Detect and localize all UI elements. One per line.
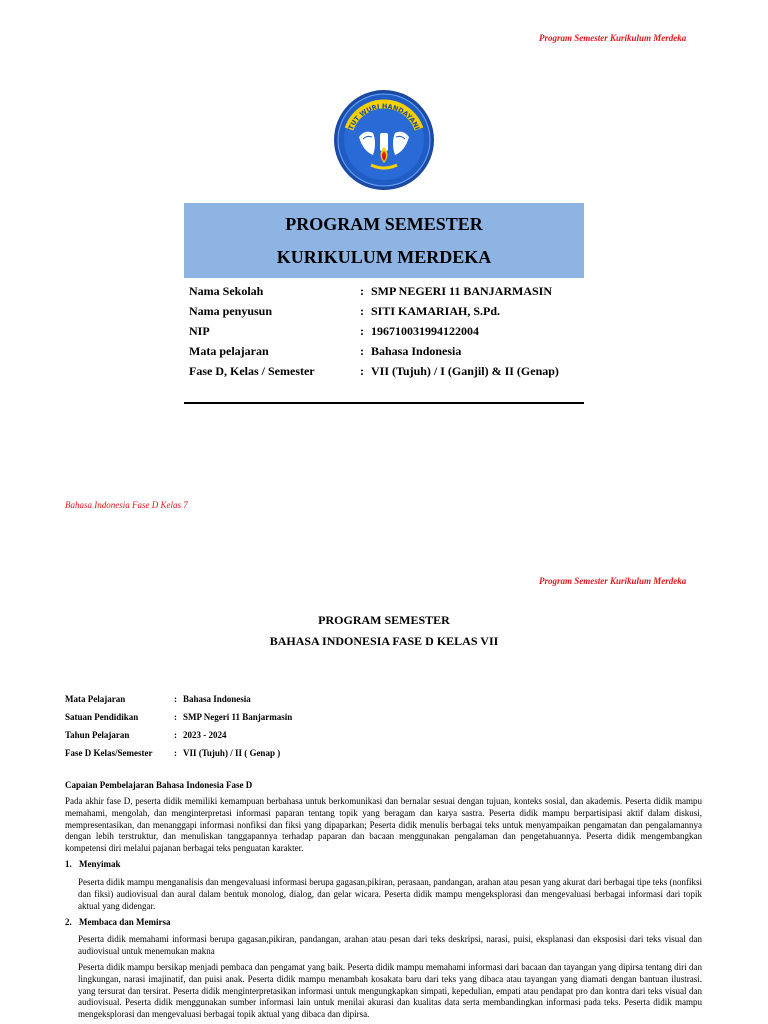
page-header: Program Semester Kurikulum Merdeka [539, 33, 687, 43]
info-value: Bahasa Indonesia [371, 344, 462, 358]
info-row-subject [0, 341, 768, 361]
tut-wuri-handayani-logo [333, 89, 435, 191]
info-label: Nama Sekolah [189, 284, 264, 298]
section-membaca-text-1: Peserta didik memahami informasi berupa gagasan,pikiran, pandangan, arahan atau pesan dari teks deskripsi, narasi, puisi, eksplanasi dan eksposisi dari teks visual dan audiovisual untuk menemukan makna [78, 934, 702, 956]
meta-value: Bahasa Indonesia [183, 694, 251, 704]
info-colon: : [360, 364, 364, 378]
meta-colon: : [174, 730, 177, 740]
info-row-school [0, 281, 768, 301]
section-menyimak-text: Peserta didik mampu menganalisis dan mengevaluasi informasi berupa gagasan,pikiran, perasaan, pandangan, arahan atau pesan yang akurat dari berbagai tipe teks (nonfiksi dan fiksi) audiovisual dan aural dalam bentuk monolog, dialog, dan gelar wicara. Peserta didik mampu mengeksplorasi dan mengevaluasi berbagai informasi dari topik aktual yang didengar. [78, 877, 702, 911]
info-colon: : [360, 324, 364, 338]
info-row-phase [0, 361, 768, 381]
meta-colon: : [174, 712, 177, 722]
section-menyimak-heading [65, 859, 121, 869]
title-banner [184, 203, 584, 278]
info-colon: : [360, 284, 364, 298]
section-title: Membaca dan Memirsa [79, 917, 171, 927]
meta-value: SMP Negeri 11 Banjarmasin [183, 712, 293, 722]
info-row-nip [0, 321, 768, 341]
page-header: Program Semester Kurikulum Merdeka [539, 576, 687, 586]
banner-title-line1: PROGRAM SEMESTER [285, 214, 483, 234]
svg-text:TUT WURI HANDAYANI [347, 102, 421, 131]
info-label: NIP [189, 324, 210, 338]
section-number: 2. [65, 917, 72, 927]
meta-value: VII (Tujuh) / II ( Genap ) [183, 748, 281, 758]
meta-row-school [0, 708, 768, 726]
section-membaca-text-2: Peserta didik mampu bersikap menjadi pembaca dan pengamat yang baik. Peserta didik mampu memahami informasi dari bacaan dan tayangan yang dipirsa tentang diri dan lingkungan, narasi imajinatif, dan puisi anak. Peserta didik mampu menambah kosakata baru dari teks yang dibaca atau tayangan yang diamati dengan bantuan ilustrasi. yang tersurat dan tersirat. Peserta didik menginterpretasikan informasi untuk mengungkapkan simpati, kepedulian, empati atau pendapat pro dan kontra dari teks visual dan audiovisual. Peserta didik menggunakan sumber informasi lain untuk menilai akurasi dan kualitas data serta membandingkan informasi pada teks. Peserta didik mampu mengeksplorasi dan mengevaluasi berbagai topik aktual yang dibaca dan dipirsa. [78, 962, 702, 1020]
meta-row-subject [0, 690, 768, 708]
info-value: SMP NEGERI 11 BANJARMASIN [371, 284, 553, 298]
meta-label: Satuan Pendidikan [65, 712, 139, 722]
section-number: 1. [65, 859, 72, 869]
info-label: Fase D, Kelas / Semester [189, 364, 315, 378]
meta-label: Mata Pelajaran [65, 694, 126, 704]
info-label: Mata pelajaran [189, 344, 269, 358]
banner-title-line2: KURIKULUM MERDEKA [276, 247, 492, 267]
info-label: Nama penyusun [189, 304, 273, 318]
meta-row-phase [0, 744, 768, 762]
info-row-author [0, 301, 768, 321]
meta-value: 2023 - 2024 [183, 730, 227, 740]
meta-label: Tahun Pelajaran [65, 730, 130, 740]
info-value: VII (Tujuh) / I (Ganjil) & II (Genap) [371, 364, 559, 378]
document-title: PROGRAM SEMESTER [318, 613, 450, 627]
section-title: Menyimak [79, 859, 121, 869]
info-colon: : [360, 344, 364, 358]
info-value: SITI KAMARIAH, S.Pd. [371, 304, 501, 318]
logo-motto: TUT WURI HANDAYANI [346, 102, 422, 132]
cp-heading: Capaian Pembelajaran Bahasa Indonesia Fase D [65, 780, 253, 790]
page-footer: Bahasa Indonesia Fase D Kelas 7 [65, 500, 188, 510]
meta-label: Fase D Kelas/Semester [65, 748, 153, 758]
info-value: 196710031994122004 [371, 324, 479, 338]
meta-colon: : [174, 748, 177, 758]
divider-line [184, 402, 584, 404]
meta-row-year [0, 726, 768, 744]
cp-intro-paragraph: Pada akhir fase D, peserta didik memiliki kemampuan berbahasa untuk berkomunikasi dan bernalar sesuai dengan tujuan, konteks sosial, dan akademis. Peserta didik mampu memahami, mengolah, dan menginterpretasi informasi paparan tentang topik yang beragam dan karya sastra. Peserta didik mampu berpartisipasi aktif dalam diskusi, mempresentasikan, dan menanggapi informasi nonfiksi dan fiksi yang dipaparkan; Peserta didik menulis berbagai teks untuk menyampaikan pengamatan dan pengalamannya dengan lebih terstruktur, dan menuliskan tanggapannya terhadap paparan dan bacaan menggunakan pengalaman dan pengetahuannya. Peserta didik mengembangkan kompetensi diri melalui pajanan berbagai teks penguatan karakter. [65, 796, 702, 854]
info-colon: : [360, 304, 364, 318]
document-subtitle: BAHASA INDONESIA FASE D KELAS VII [269, 634, 499, 648]
meta-colon: : [174, 694, 177, 704]
section-membaca-heading [65, 917, 170, 927]
